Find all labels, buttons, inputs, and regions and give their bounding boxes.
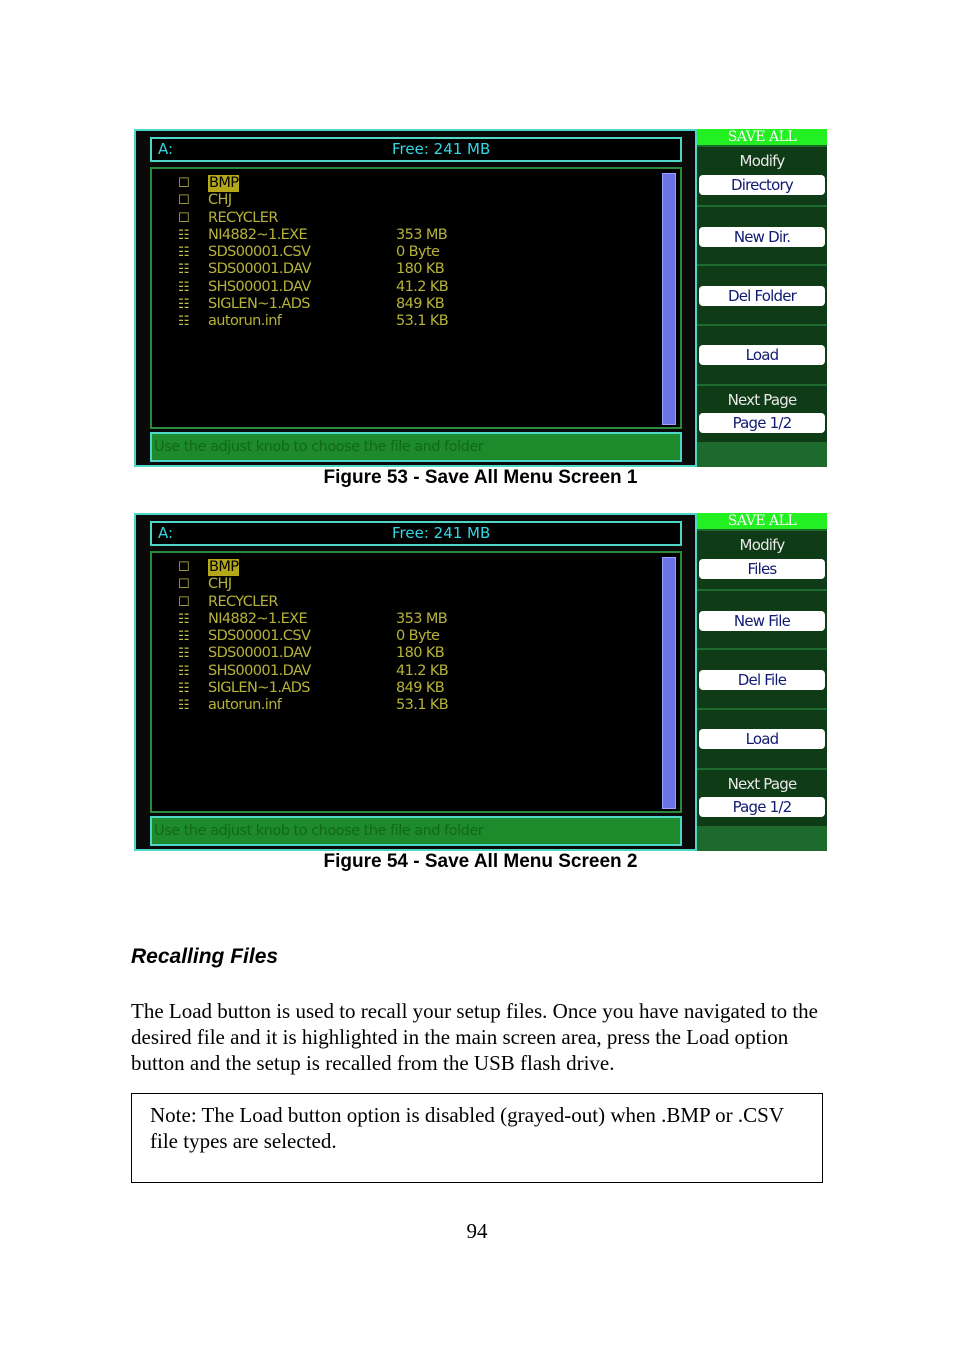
modify-label: Modify xyxy=(739,536,785,554)
next-page-label: Next Page xyxy=(727,775,797,793)
file-name: BMP xyxy=(209,175,239,191)
file-size: 353 MB xyxy=(396,610,448,627)
new-menu-item[interactable] xyxy=(697,591,827,648)
drive-label: A: xyxy=(158,524,174,542)
section-heading: Recalling Files xyxy=(131,945,279,968)
file-list xyxy=(178,559,648,715)
next-page-menu-item[interactable] xyxy=(697,386,827,442)
scrollbar[interactable] xyxy=(662,557,676,809)
file-list-box xyxy=(150,551,682,813)
modify-menu-item[interactable] xyxy=(697,531,827,589)
file-icon: ☷ xyxy=(178,227,190,243)
file-size: 180 KB xyxy=(396,645,445,662)
drive-label: A: xyxy=(158,140,174,158)
file-size: 353 MB xyxy=(396,226,448,243)
file-size: 849 KB xyxy=(396,296,445,313)
load-button[interactable]: Load xyxy=(699,729,825,749)
file-name: NI4882~1.EXE xyxy=(208,610,308,627)
page-number: 94 xyxy=(466,1219,488,1243)
folder-icon: ☐ xyxy=(178,176,190,191)
file-row[interactable] xyxy=(178,192,648,209)
file-row[interactable] xyxy=(178,663,648,680)
folder-icon: ☐ xyxy=(178,560,190,575)
file-size: 180 KB xyxy=(396,261,445,278)
file-icon: ☷ xyxy=(178,297,190,313)
del-menu-item[interactable] xyxy=(697,650,827,708)
folder-icon: ☐ xyxy=(178,594,190,610)
file-name: SDS00001.DAV xyxy=(208,645,311,662)
file-row[interactable] xyxy=(178,576,648,593)
modify-value-button[interactable]: Files xyxy=(699,559,825,579)
menu-title: SAVE ALL xyxy=(697,129,827,145)
file-name: SIGLEN~1.ADS xyxy=(208,680,310,697)
folder-icon: ☐ xyxy=(178,210,190,226)
del-menu-item[interactable] xyxy=(697,266,827,324)
file-name: autorun.inf xyxy=(208,313,282,330)
file-row[interactable] xyxy=(178,628,648,645)
file-size: 53.1 KB xyxy=(396,313,449,330)
side-menu xyxy=(697,513,827,851)
next-page-menu-item[interactable] xyxy=(697,770,827,826)
modify-value-button[interactable]: Directory xyxy=(699,175,825,195)
file-row[interactable] xyxy=(178,261,648,278)
file-name: CHJ xyxy=(208,192,232,209)
file-row[interactable] xyxy=(178,680,648,697)
file-name: SHS00001.DAV xyxy=(208,278,311,295)
file-size: 0 Byte xyxy=(396,244,440,261)
load-menu-item[interactable] xyxy=(697,326,827,384)
file-row[interactable] xyxy=(178,296,648,313)
menu-title: SAVE ALL xyxy=(697,513,827,529)
new-dir-button[interactable]: New Dir. xyxy=(699,227,825,247)
load-button[interactable]: Load xyxy=(699,345,825,365)
file-icon: ☷ xyxy=(178,681,190,697)
load-menu-item[interactable] xyxy=(697,710,827,768)
figure-caption: Figure 53 - Save All Menu Screen 1 xyxy=(323,467,638,488)
file-row[interactable] xyxy=(178,559,648,576)
file-size: 41.2 KB xyxy=(396,278,449,295)
path-bar xyxy=(150,137,682,162)
file-name: NI4882~1.EXE xyxy=(208,226,308,243)
file-name: BMP xyxy=(209,559,239,575)
file-browser-pane xyxy=(134,513,697,851)
file-row[interactable] xyxy=(178,645,648,662)
path-bar xyxy=(150,521,682,546)
file-icon: ☷ xyxy=(178,698,190,714)
scrollbar[interactable] xyxy=(662,173,676,425)
file-row[interactable] xyxy=(178,175,648,192)
del-file-button[interactable]: Del File xyxy=(699,670,825,690)
file-icon: ☷ xyxy=(178,262,190,278)
new-file-button[interactable]: New File xyxy=(699,611,825,631)
file-row[interactable] xyxy=(178,697,648,714)
page-button[interactable]: Page 1/2 xyxy=(699,797,825,817)
free-space-label: Free: 241 MB xyxy=(392,524,491,542)
file-name: CHJ xyxy=(208,576,232,593)
file-icon: ☷ xyxy=(178,314,190,330)
file-name: RECYCLER xyxy=(208,593,278,610)
file-name: SDS00001.CSV xyxy=(208,244,311,261)
file-row[interactable] xyxy=(178,594,648,611)
del-folder-button[interactable]: Del Folder xyxy=(699,286,825,306)
file-icon: ☷ xyxy=(178,279,190,295)
file-size: 41.2 KB xyxy=(396,662,449,679)
note-box xyxy=(131,1093,823,1183)
file-name: SIGLEN~1.ADS xyxy=(208,296,310,313)
file-name: SDS00001.CSV xyxy=(208,628,311,645)
file-icon: ☷ xyxy=(178,611,190,627)
page-button[interactable]: Page 1/2 xyxy=(699,413,825,433)
file-icon: ☷ xyxy=(178,245,190,261)
file-icon: ☷ xyxy=(178,629,190,645)
folder-icon: ☐ xyxy=(178,193,190,209)
file-name: RECYCLER xyxy=(208,209,278,226)
file-browser-pane xyxy=(134,129,697,467)
file-name: SHS00001.DAV xyxy=(208,662,311,679)
note-text: Note: The Load button option is disabled (grayed-out) when .BMP or .CSV file types are selected. xyxy=(150,1103,784,1153)
file-icon: ☷ xyxy=(178,646,190,662)
file-icon: ☷ xyxy=(178,663,190,679)
figure-caption: Figure 54 - Save All Menu Screen 2 xyxy=(323,851,638,872)
file-name: SDS00001.DAV xyxy=(208,261,311,278)
file-size: 53.1 KB xyxy=(396,697,449,714)
body-paragraph: The Load button is used to recall your setup files. Once you have navigated to the desired file and it is highlighted in the main screen area, press the Load option button and the setup is recalled from the USB flash drive. xyxy=(131,999,818,1075)
file-list xyxy=(178,175,648,331)
file-row[interactable] xyxy=(178,227,648,244)
hint-bar: Use the adjust knob to choose the file and folder xyxy=(150,432,682,462)
hint-bar: Use the adjust knob to choose the file and folder xyxy=(150,816,682,846)
file-size: 0 Byte xyxy=(396,628,440,645)
side-menu xyxy=(697,129,827,467)
modify-label: Modify xyxy=(739,152,785,170)
file-name: autorun.inf xyxy=(208,697,282,714)
file-row[interactable] xyxy=(178,313,648,330)
new-menu-item[interactable] xyxy=(697,207,827,264)
file-row[interactable] xyxy=(178,611,648,628)
folder-icon: ☐ xyxy=(178,577,190,593)
file-size: 849 KB xyxy=(396,680,445,697)
next-page-label: Next Page xyxy=(727,391,797,409)
oscilloscope-screen-2 xyxy=(134,513,827,851)
file-row[interactable] xyxy=(178,279,648,296)
modify-menu-item[interactable] xyxy=(697,147,827,205)
file-row[interactable] xyxy=(178,244,648,261)
free-space-label: Free: 241 MB xyxy=(392,140,491,158)
oscilloscope-screen-1 xyxy=(134,129,827,467)
file-row[interactable] xyxy=(178,210,648,227)
file-list-box xyxy=(150,167,682,429)
